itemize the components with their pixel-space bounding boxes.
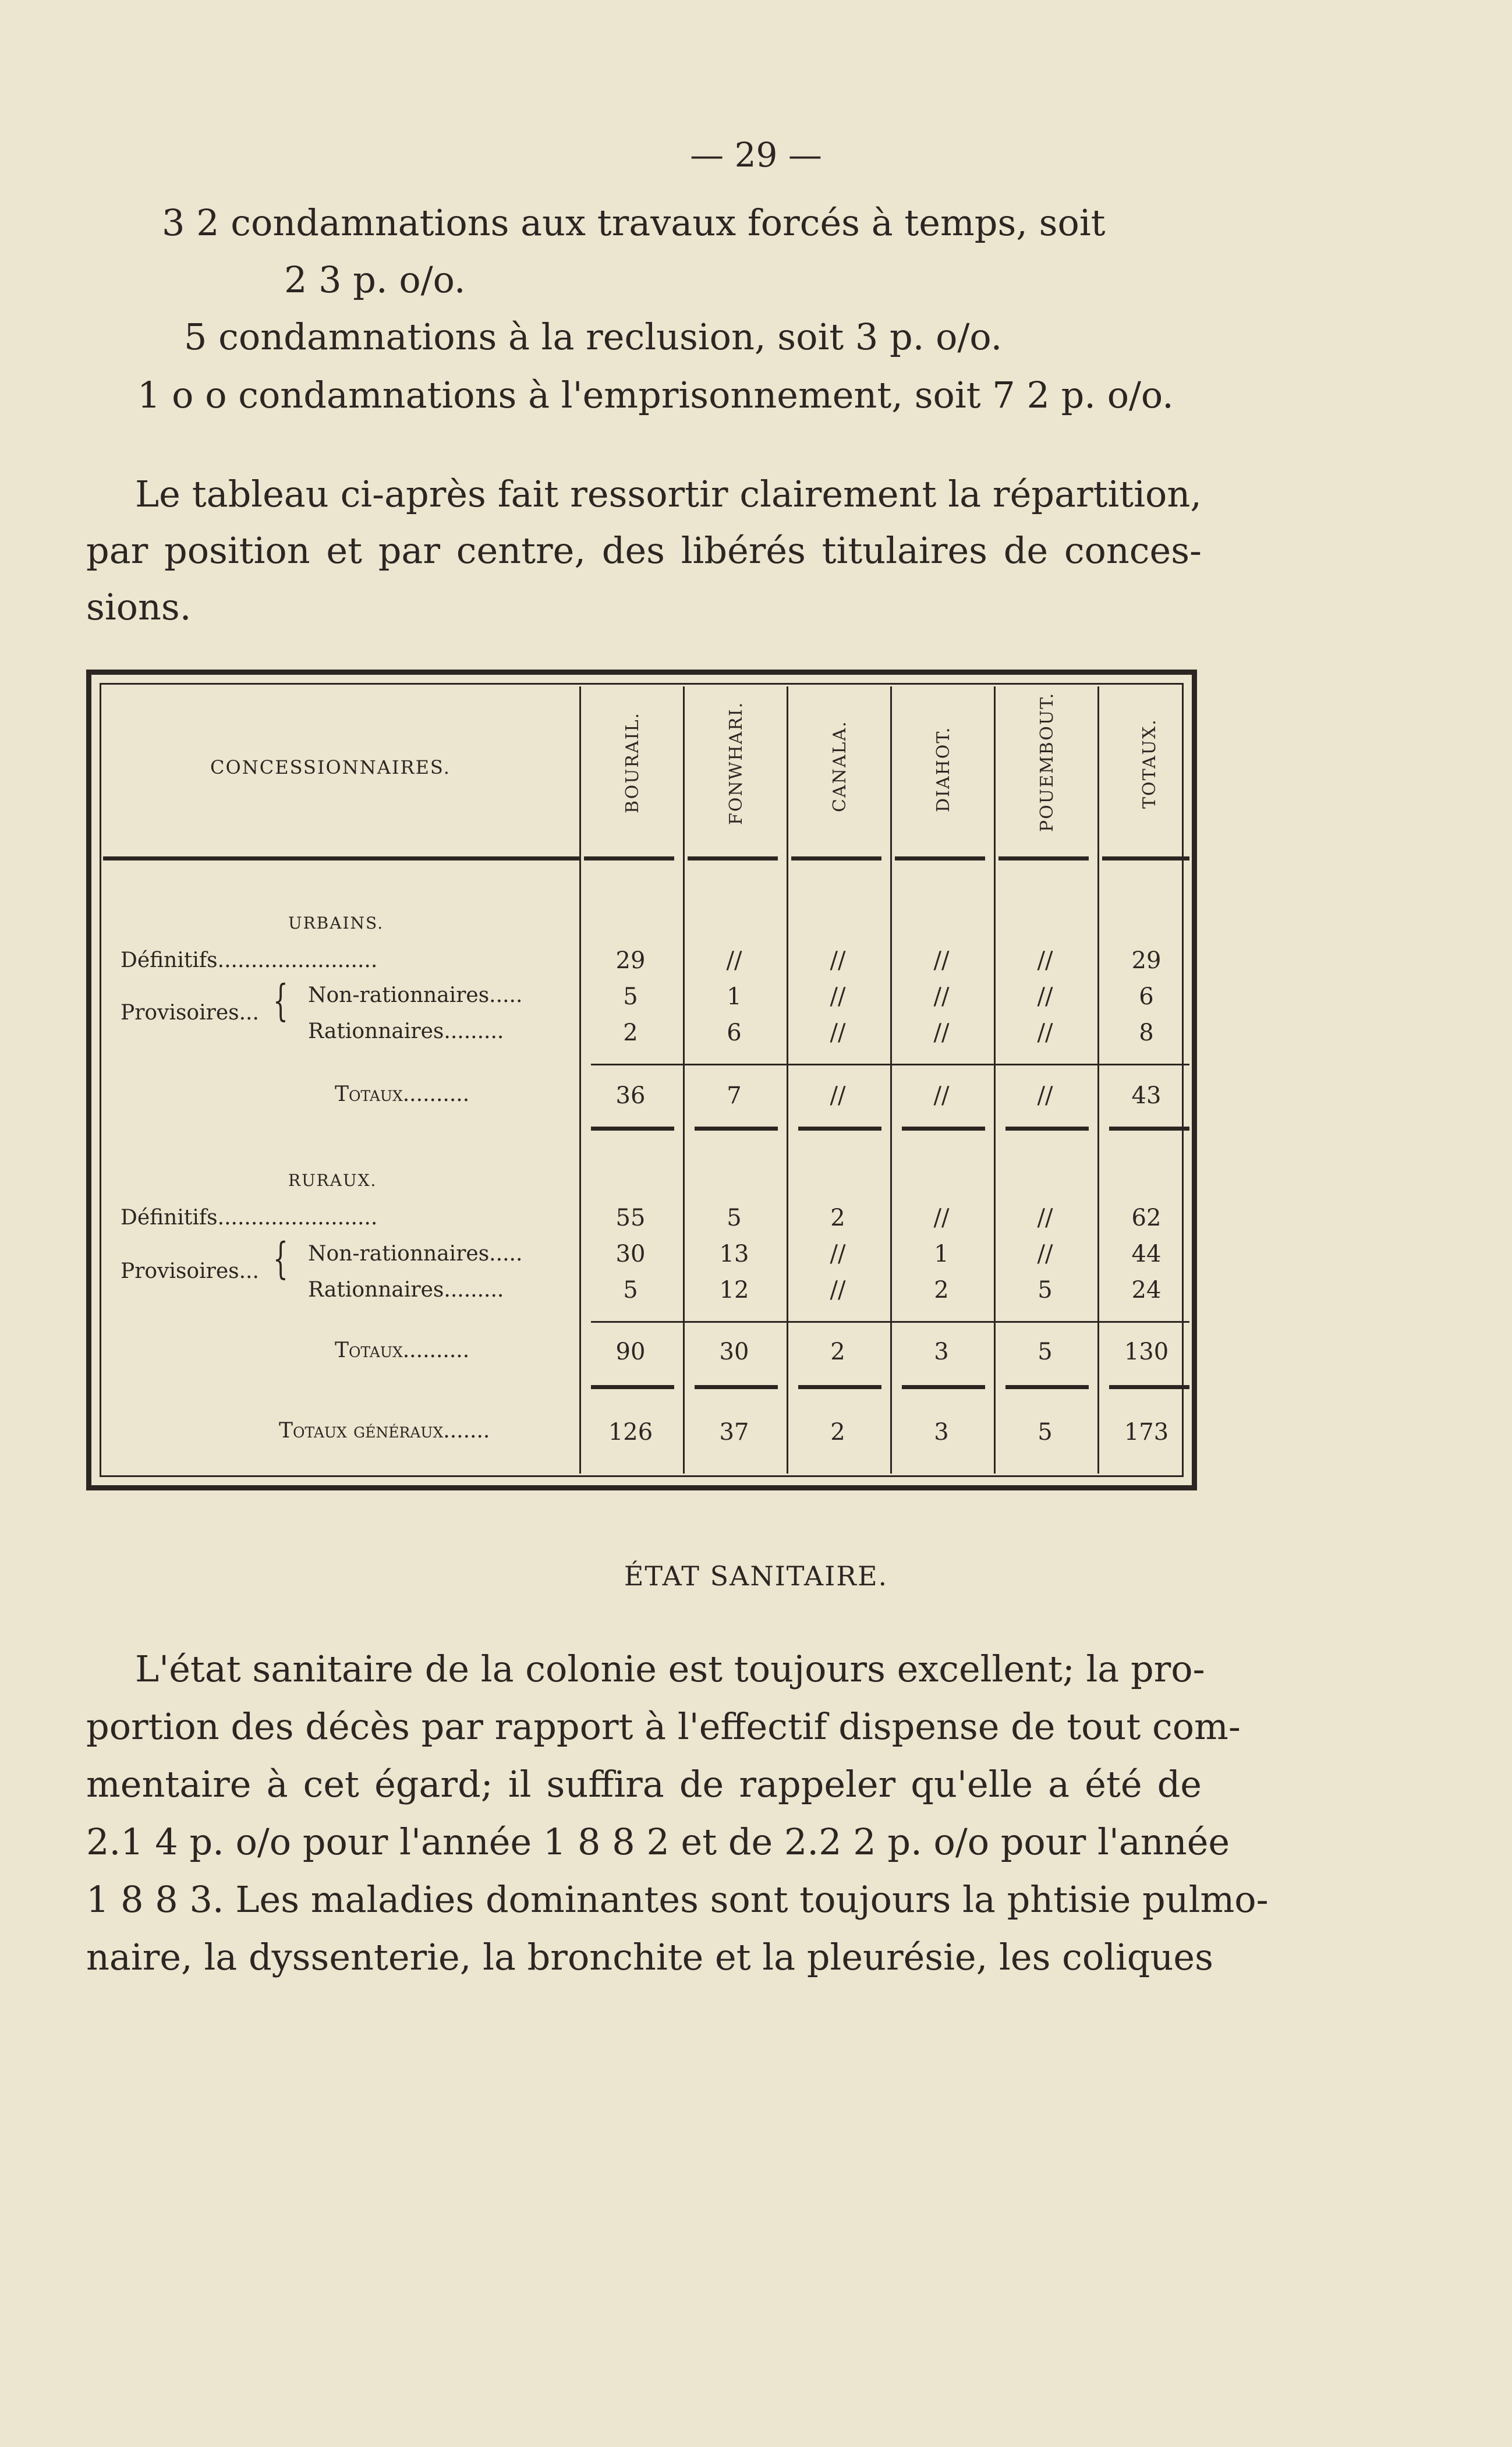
column-rule (1097, 686, 1099, 1474)
paragraph2-line-6: naire, la dyssenterie, la bronchite et la pleurésie, les coliques (86, 1936, 1213, 1978)
cell: 5 (1037, 1419, 1053, 1446)
column-header-canala: CANALA. (830, 720, 850, 812)
paragraph2-line-2: portion des décès par rapport à l'effectif dispense de tout com- (86, 1705, 1241, 1748)
total-rule (1005, 1385, 1089, 1389)
cell: 62 (1131, 1205, 1162, 1231)
label-definitifs-urbains: Définitifs........................ (121, 948, 378, 972)
column-header-pouembout: POUEMBOUT. (1037, 692, 1057, 832)
cell: 1 (934, 1241, 949, 1267)
paragraph2-line-5: 1 8 8 3. Les maladies dominantes sont toujours la phtisie pulmo- (86, 1878, 1269, 1921)
concessions-table (86, 670, 1197, 1490)
total-rule (1109, 1127, 1189, 1131)
label-non-rationnaires-urbains: Non-rationnaires..... (308, 983, 523, 1007)
cell: 8 (1139, 1019, 1154, 1046)
section-title-urbains: URBAINS. (288, 913, 384, 933)
header-rule (103, 856, 579, 860)
cell: 55 (615, 1205, 646, 1231)
intro-line-1: 3 2 condamnations aux travaux forcés à temps, soit (162, 201, 1106, 244)
brace-ruraux: { (273, 1234, 288, 1284)
cell: 5 (623, 1277, 638, 1304)
total-rule (591, 1385, 674, 1389)
intro-line-3: 5 condamnations à la reclusion, soit 3 p. o/o. (184, 316, 1003, 358)
header-rule (1102, 856, 1189, 860)
label-totaux-ruraux: Totaux.......... (335, 1338, 470, 1362)
total-rule (798, 1385, 881, 1389)
cell: 2 (830, 1205, 845, 1231)
cell: // (933, 1019, 950, 1046)
label-rationnaires-urbains: Rationnaires......... (308, 1019, 504, 1043)
paragraph2-line-1: L'état sanitaire de la colonie est toujours excellent; la pro- (135, 1648, 1205, 1690)
cell: // (933, 983, 950, 1010)
cell: 37 (719, 1419, 749, 1446)
label-provisoires-urbains: Provisoires... (121, 1001, 259, 1025)
cell: // (933, 947, 950, 974)
total-rule (695, 1385, 778, 1389)
cell: // (1037, 1241, 1053, 1267)
total-rule (591, 1127, 674, 1131)
paragraph1-line-2: par position et par centre, des libérés titulaires de conces- (86, 529, 1202, 572)
cell: 44 (1131, 1241, 1162, 1267)
brace-urbains: { (273, 976, 288, 1026)
cell: 13 (719, 1241, 749, 1267)
label-provisoires-ruraux: Provisoires... (121, 1259, 259, 1283)
cell: // (1037, 1205, 1053, 1231)
total-rule (1005, 1127, 1089, 1131)
column-header-totaux: TOTAUX. (1139, 718, 1160, 809)
column-header-fonwhari: FONWHARI. (726, 701, 746, 825)
cell: // (1037, 1082, 1053, 1109)
cell: 2 (830, 1338, 845, 1365)
cell: 173 (1124, 1419, 1169, 1446)
header-rule (895, 856, 985, 860)
cell: // (1037, 1019, 1053, 1046)
cell: // (830, 983, 846, 1010)
label-totaux-generaux: Totaux généraux....... (279, 1419, 490, 1443)
subtotal-rule (591, 1064, 1189, 1065)
cell: // (1037, 983, 1053, 1010)
cell: 6 (727, 1019, 742, 1046)
cell: // (1037, 947, 1053, 974)
cell: // (830, 1277, 846, 1304)
cell: 43 (1131, 1082, 1162, 1109)
cell: 2 (830, 1419, 845, 1446)
intro-line-4: 1 o o condamnations à l'emprisonnement, soit 7 2 p. o/o. (137, 374, 1174, 416)
cell: // (830, 1082, 846, 1109)
cell: 7 (727, 1082, 742, 1109)
header-rule (688, 856, 778, 860)
label-non-rationnaires-ruraux: Non-rationnaires..... (308, 1242, 523, 1266)
cell: 6 (1139, 983, 1154, 1010)
column-rule (683, 686, 685, 1474)
column-rule (890, 686, 892, 1474)
corner-header: CONCESSIONNAIRES. (210, 756, 451, 778)
cell: 5 (623, 983, 638, 1010)
cell: 29 (615, 947, 646, 974)
cell: 5 (1037, 1338, 1053, 1365)
cell: 36 (615, 1082, 646, 1109)
intro-line-2: 2 3 p. o/o. (284, 258, 466, 301)
total-rule (695, 1127, 778, 1131)
column-rule (787, 686, 788, 1474)
subtotal-rule (591, 1321, 1189, 1323)
cell: // (830, 1241, 846, 1267)
cell: // (933, 1082, 950, 1109)
page-number: — 29 — (690, 135, 822, 175)
cell: 12 (719, 1277, 749, 1304)
paragraph1-line-1: Le tableau ci-après fait ressortir clairement la répartition, (135, 473, 1202, 515)
total-rule (1109, 1385, 1189, 1389)
cell: 30 (615, 1241, 646, 1267)
column-header-diahot: DIAHOT. (933, 726, 954, 812)
cell: 5 (1037, 1277, 1053, 1304)
cell: 2 (934, 1277, 949, 1304)
cell: // (933, 1205, 950, 1231)
cell: 1 (727, 983, 742, 1010)
cell: // (830, 947, 846, 974)
column-rule (994, 686, 996, 1474)
paragraph1-line-3: sions. (86, 586, 192, 628)
column-header-bourail: BOURAIL. (622, 711, 643, 813)
header-rule (998, 856, 1089, 860)
cell: 90 (615, 1338, 646, 1365)
label-totaux-urbains: Totaux.......... (335, 1082, 470, 1106)
cell: 24 (1131, 1277, 1162, 1304)
section-title-ruraux: RURAUX. (288, 1171, 377, 1190)
paragraph2-line-3: mentaire à cet égard; il suffira de rappeler qu'elle a été de (86, 1763, 1202, 1805)
cell: 3 (934, 1419, 949, 1446)
header-rule (791, 856, 881, 860)
cell: // (726, 947, 742, 974)
cell: 2 (623, 1019, 638, 1046)
label-rationnaires-ruraux: Rationnaires......... (308, 1278, 504, 1302)
cell: 5 (727, 1205, 742, 1231)
cell: // (830, 1019, 846, 1046)
cell: 3 (934, 1338, 949, 1365)
cell: 30 (719, 1338, 749, 1365)
column-rule (579, 686, 581, 1474)
cell: 126 (608, 1419, 653, 1446)
header-rule (584, 856, 674, 860)
total-rule (798, 1127, 881, 1131)
cell: 130 (1124, 1338, 1169, 1365)
paragraph2-line-4: 2.1 4 p. o/o pour l'année 1 8 8 2 et de 2.2 2 p. o/o pour l'année (86, 1821, 1230, 1863)
label-definitifs-ruraux: Définitifs........................ (121, 1206, 378, 1230)
total-rule (902, 1385, 985, 1389)
section-heading: ÉTAT SANITAIRE. (624, 1560, 888, 1592)
cell: 29 (1131, 947, 1162, 974)
total-rule (902, 1127, 985, 1131)
